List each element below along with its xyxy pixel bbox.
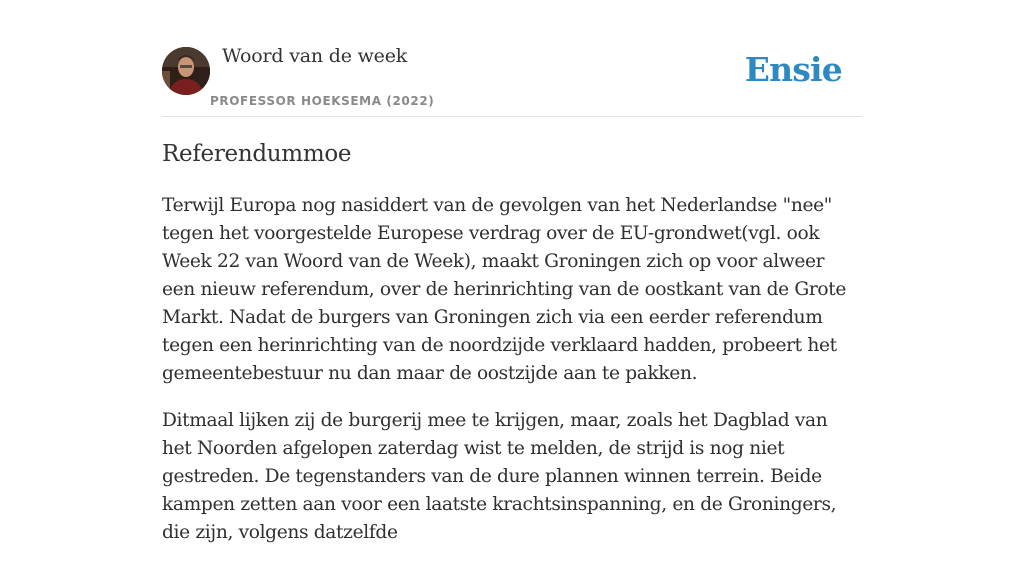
article-paragraph: Ditmaal lijken zij de burgerij mee te krijgen, maar, zoals het Dagblad van het Noorden afgelopen zaterdag wist te melden, de strijd is nog niet gestreden. De tegenstanders van de dure plannen winnen terrein. Beide kampen zetten aan voor een laatste krachtsinspanning, en de Groningers, die zijn, volgens datzelfde: [162, 410, 837, 543]
author-avatar[interactable]: [162, 47, 210, 95]
page-header: [162, 0, 862, 117]
series-title[interactable]: Woord van de week: [222, 45, 408, 67]
brand-logo[interactable]: Ensie: [744, 50, 842, 89]
page-container: [162, 0, 862, 543]
article-paragraph: Terwijl Europa nog nasiddert van de gevolgen van het Nederlandse "nee" tegen het voorgestelde Europese verdrag over de EU-grondwet(vgl. ook Week 22 van Woord van de Week), maakt Groningen zich op voor alweer een nieuw referendum, over de herinrichting van de oostkant van de Grote Markt. Nadat de burgers van Groningen zich via een eerder referendum tegen een herinrichting van de noordzijde verklaard hadden, probeert het gemeentebestuur nu dan maar de oostzijde aan te pakken.: [162, 195, 847, 384]
article-body: [162, 192, 862, 566]
author-name[interactable]: PROFESSOR HOEKSEMA (2022): [210, 94, 435, 108]
avatar-photo: [162, 47, 210, 95]
article-title: Referendummoe: [162, 141, 352, 167]
